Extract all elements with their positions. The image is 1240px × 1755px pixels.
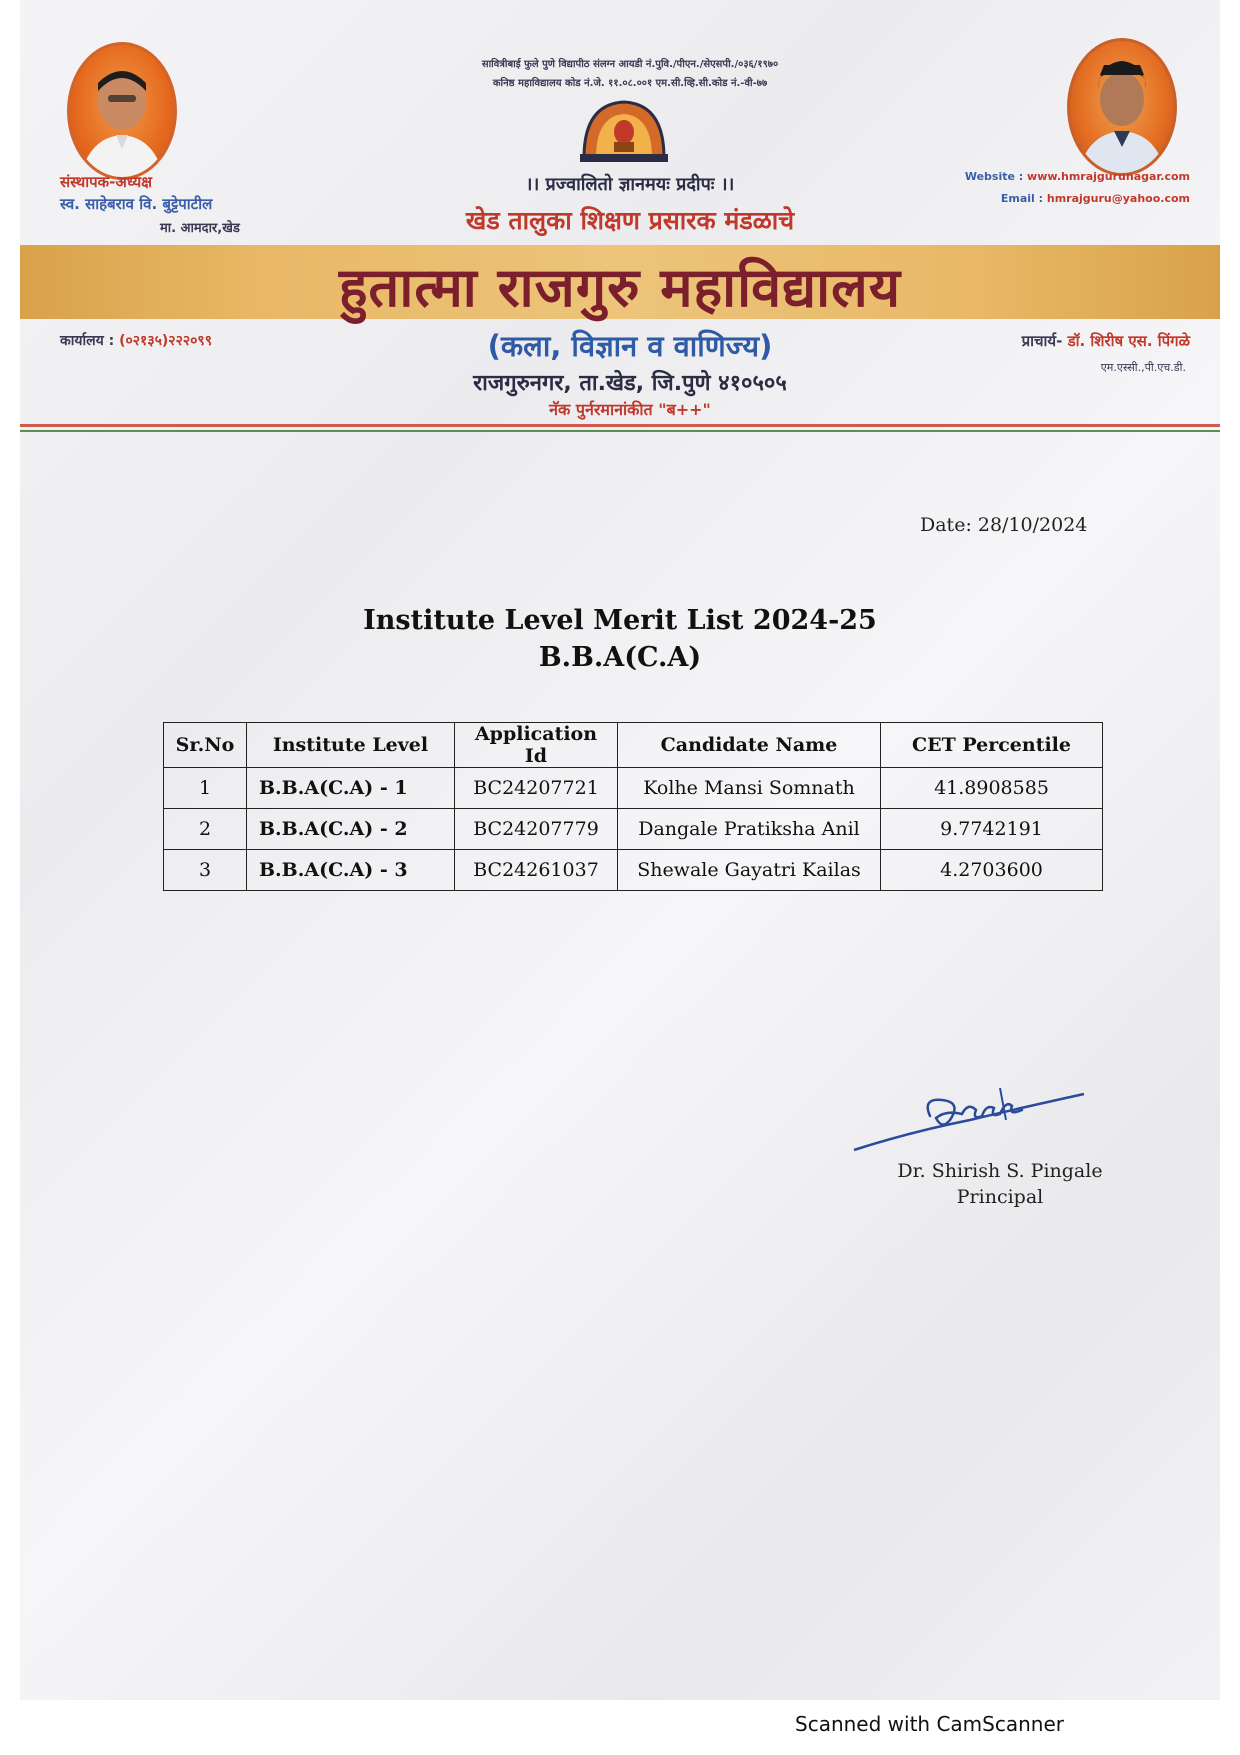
cell-application-id: BC24207779 (455, 809, 618, 850)
table-header-row (164, 723, 1103, 768)
website-link[interactable]: www.hmrajgurunagar.com (1027, 170, 1190, 183)
header-candidate-name: Candidate Name (618, 723, 881, 768)
website-line (870, 170, 1190, 183)
cell-sr-no: 1 (164, 768, 247, 809)
faculties: (कला, विज्ञान व वाणिज्य) (487, 329, 773, 363)
college-address: राजगुरुनगर, ता.खेड, जि.पुणे ४१०५०५ (473, 371, 787, 396)
college-emblem-icon (576, 98, 672, 164)
email-line (870, 192, 1190, 205)
registration-line-2: कनिष्ठ महाविद्यालय कोड नं.जे. ११.०८.००१ एम.सी.व्हि.सी.कोड नं.-वी-७७ (492, 78, 768, 89)
cell-cet-percentile: 41.8908585 (881, 768, 1103, 809)
cell-sr-no: 3 (164, 850, 247, 891)
cell-cet-percentile: 4.2703600 (881, 850, 1103, 891)
principal-qualification: एम.एस्सी.,पी.एच.डी. (1100, 361, 1186, 374)
signatory-name: Dr. Shirish S. Pingale (897, 1160, 1103, 1182)
trust-name: खेड तालुका शिक्षण प्रसारक मंडळाचे (465, 206, 795, 235)
cell-institute-level: B.B.A(C.A) - 2 (247, 809, 455, 850)
office-phone-line (60, 331, 212, 350)
cell-institute-level: B.B.A(C.A) - 3 (247, 850, 455, 891)
scanner-watermark: Scanned with CamScanner (795, 1712, 1064, 1736)
office-label: कार्यालय : (60, 333, 115, 349)
college-name: हुतात्मा राजगुरु महाविद्यालय (338, 256, 902, 319)
principal-label: प्राचार्य- (1021, 332, 1063, 350)
registration-line-1: सावित्रीबाई फुले पुणे विद्यापीठ संलग्न आयडी नं.पुवि./पीएन./सेएसपी./०३६/१९७० (481, 59, 779, 70)
table-row (164, 809, 1103, 850)
signatory-role: Principal (956, 1186, 1044, 1208)
cell-institute-level: B.B.A(C.A) - 1 (247, 768, 455, 809)
header-sr-no: Sr.No (164, 723, 247, 768)
document-subtitle: B.B.A(C.A) (538, 642, 702, 673)
header-divider-secondary (20, 430, 1220, 432)
founder-name: स्व. साहेबराव वि. बुट्टेपाटील (60, 195, 213, 213)
merit-list-table (163, 722, 1103, 891)
principal-header-name: डॉ. शिरीष एस. पिंगळे (1067, 332, 1190, 350)
founder-title: संस्थापक-अध्यक्ष (60, 173, 152, 191)
principal-portrait (1067, 38, 1177, 176)
header-institute-level: Institute Level (247, 723, 455, 768)
header-cet-percentile: CET Percentile (881, 723, 1103, 768)
email-link[interactable]: hmrajguru@yahoo.com (1046, 192, 1190, 205)
cell-candidate-name: Dangale Pratiksha Anil (618, 809, 881, 850)
office-phone: (०२१३५)२२२०९९ (119, 333, 212, 349)
header-application-id: Application Id (455, 723, 618, 768)
principal-signature (850, 1080, 1090, 1160)
header-divider (20, 424, 1220, 427)
naac-grade: नॅक पुर्नरमानांकीत "ब++" (549, 400, 711, 419)
founder-post: मा. आमदार,खेड (160, 221, 240, 236)
document-title: Institute Level Merit List 2024-25 (363, 605, 877, 636)
document-date: Date: 28/10/2024 (920, 514, 1088, 536)
founder-portrait (67, 42, 177, 180)
cell-sr-no: 2 (164, 809, 247, 850)
college-motto: ।। प्रज्वालितो ज्ञानमयः प्रदीपः ।। (525, 174, 735, 195)
table-row (164, 850, 1103, 891)
cell-application-id: BC24261037 (455, 850, 618, 891)
cell-cet-percentile: 9.7742191 (881, 809, 1103, 850)
cell-candidate-name: Kolhe Mansi Somnath (618, 768, 881, 809)
principal-header (1022, 331, 1190, 351)
cell-candidate-name: Shewale Gayatri Kailas (618, 850, 881, 891)
cell-application-id: BC24207721 (455, 768, 618, 809)
website-label: Website : (964, 170, 1024, 183)
email-label: Email : (1000, 192, 1044, 205)
table-row (164, 768, 1103, 809)
